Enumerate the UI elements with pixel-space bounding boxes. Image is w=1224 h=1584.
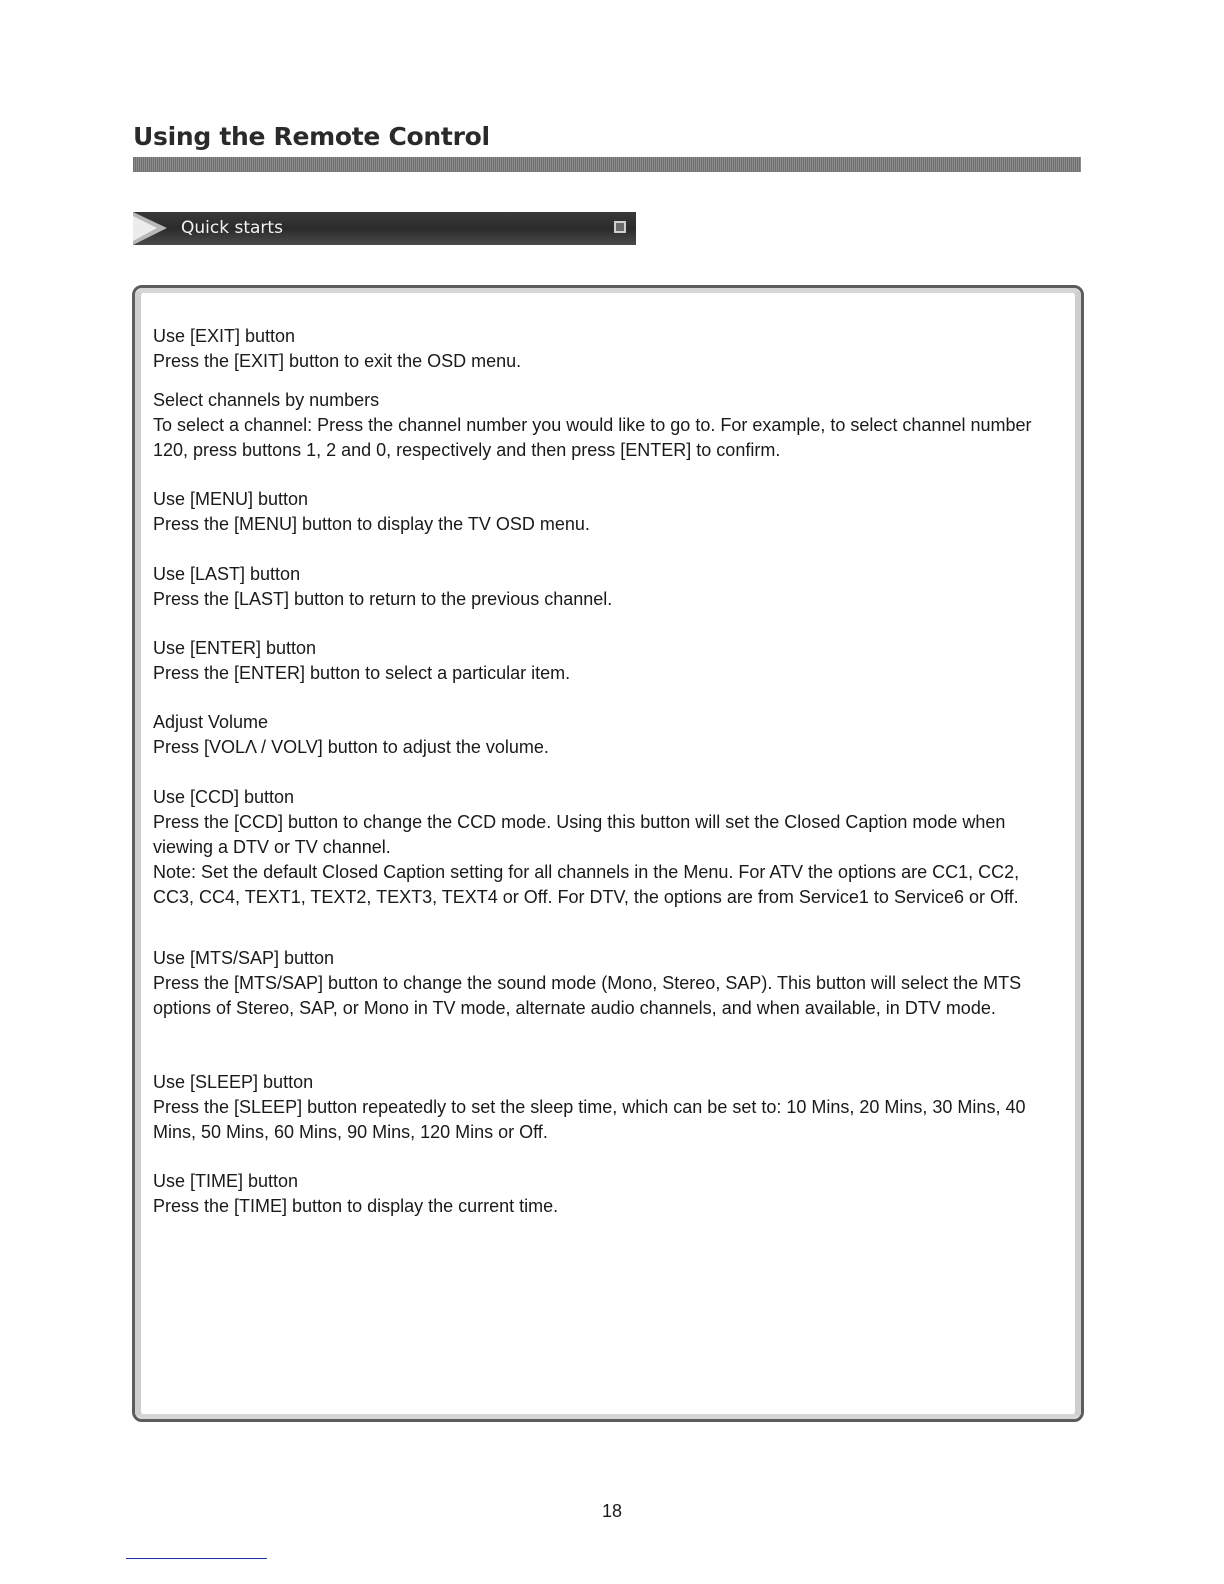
item-exit <box>153 324 1068 374</box>
item-line: Press the [TIME] button to display the current time. <box>153 1196 559 1216</box>
item-mts-sap <box>153 946 1068 1021</box>
item-sleep <box>153 1070 1068 1145</box>
item-heading: Use [MENU] button <box>153 489 309 509</box>
item-line: options of Stereo, SAP, or Mono in TV mode, alternate audio channels, and when available, in DTV mode. <box>153 998 996 1018</box>
item-line: To select a channel: Press the channel number you would like to go to. For example, to select channel number <box>153 415 1032 435</box>
item-heading: Use [LAST] button <box>153 564 301 584</box>
item-ccd <box>153 785 1068 910</box>
item-line: viewing a DTV or TV channel. <box>153 837 391 857</box>
item-line: Note: Set the default Closed Caption setting for all channels in the Menu. For ATV the options are CC1, CC2, <box>153 862 1020 882</box>
square-icon <box>614 221 626 233</box>
item-volume <box>153 710 1068 760</box>
item-heading: Use [MTS/SAP] button <box>153 948 335 968</box>
item-line: Press the [MENU] button to display the TV OSD menu. <box>153 514 590 534</box>
item-heading: Use [SLEEP] button <box>153 1072 314 1092</box>
item-line: Mins, 50 Mins, 60 Mins, 90 Mins, 120 Mins or Off. <box>153 1122 548 1142</box>
section-banner <box>133 212 636 245</box>
item-heading: Use [ENTER] button <box>153 638 317 658</box>
item-line: CC3, CC4, TEXT1, TEXT2, TEXT3, TEXT4 or Off. For DTV, the options are from Service1 to Service6 or Off. <box>153 887 1019 907</box>
page-number: 18 <box>601 1501 623 1521</box>
item-menu <box>153 487 1068 537</box>
item-line: Press [VOLΛ / VOLV] button to adjust the volume. <box>153 737 549 757</box>
item-last <box>153 562 1068 612</box>
item-line: Press the [LAST] button to return to the previous channel. <box>153 589 613 609</box>
item-line: Press the [EXIT] button to exit the OSD menu. <box>153 351 522 371</box>
item-line: 120, press buttons 1, 2 and 0, respectively and then press [ENTER] to confirm. <box>153 440 781 460</box>
item-enter <box>153 636 1068 686</box>
section-title: Quick starts <box>181 218 283 238</box>
item-line: Press the [SLEEP] button repeatedly to set the sleep time, which can be set to: 10 Mins, 20 Mins, 30 Mins, 40 <box>153 1097 1026 1117</box>
item-heading: Adjust Volume <box>153 712 269 732</box>
page-title: Using the Remote Control <box>133 122 490 151</box>
item-heading: Use [TIME] button <box>153 1171 299 1191</box>
item-line: Press the [ENTER] button to select a particular item. <box>153 663 571 683</box>
chevron-right-icon-inner <box>133 216 157 241</box>
item-heading: Select channels by numbers <box>153 390 380 410</box>
item-line: Press the [MTS/SAP] button to change the sound mode (Mono, Stereo, SAP). This button will select the MTS <box>153 973 1022 993</box>
footer-rule <box>126 1558 267 1559</box>
title-underline <box>133 157 1081 172</box>
item-line: Press the [CCD] button to change the CCD mode. Using this button will set the Closed Caption mode when <box>153 812 1006 832</box>
item-time <box>153 1169 1068 1219</box>
item-select-channels <box>153 388 1068 463</box>
item-heading: Use [EXIT] button <box>153 326 296 346</box>
item-heading: Use [CCD] button <box>153 787 295 807</box>
